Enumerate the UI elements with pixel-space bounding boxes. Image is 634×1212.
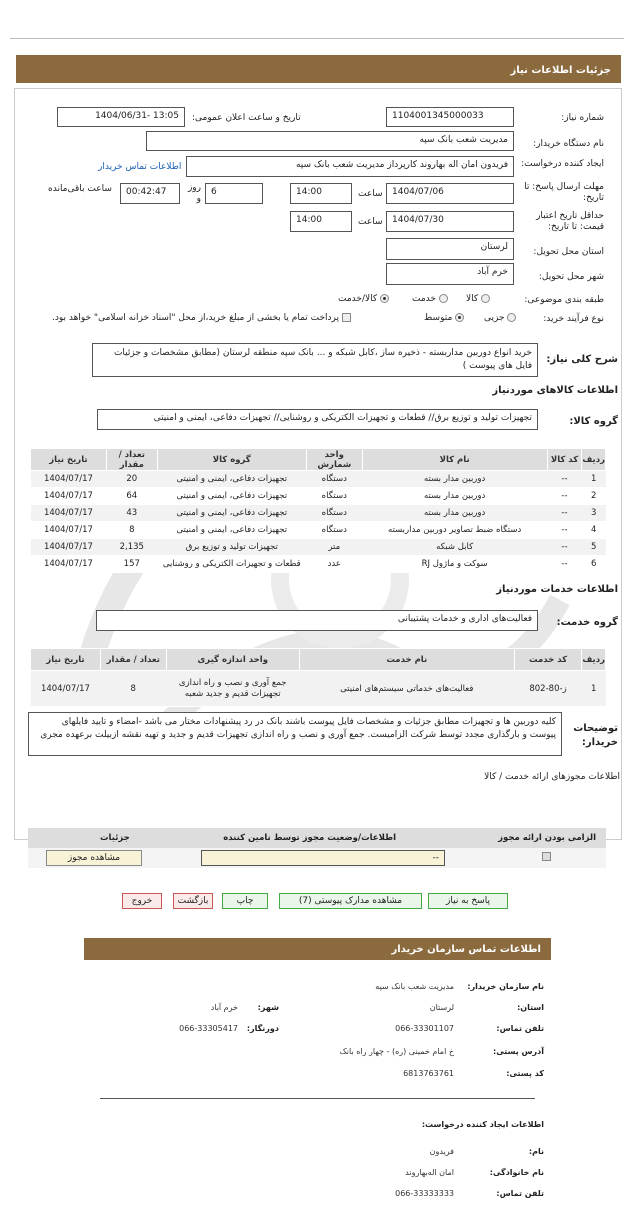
announce-label: تاریخ و ساعت اعلان عمومی:	[192, 113, 301, 123]
back-button[interactable]: بازگشت	[173, 893, 213, 909]
fax-label: دورنگار:	[246, 1024, 279, 1033]
org-value: مدیریت شعب بانک سپه	[375, 982, 454, 991]
col-group: گروه کالا	[157, 449, 306, 471]
city-label: شهر محل تحویل:	[538, 272, 604, 282]
permits-col-details: جزئیات	[100, 833, 130, 843]
table-row: 1 ز-80-802 فعالیت‌های خدماتی سیستم‌های امنیتی جمع آوری و نصب و راه اندازی تجهیزات قدیم و جدید شعبه 8 1404/07/17	[31, 671, 606, 707]
table-row: 3 -- دوربین مدار بسته دستگاه تجهیزات دفاعی، ایمنی و امنیتی 43 1404/07/17	[31, 505, 606, 522]
address-label: آدرس پستی:	[493, 1047, 544, 1056]
col-row: ردیف	[582, 649, 606, 671]
table-row: 6 -- سوکت و ماژول RJ عدد قطعات و تجهیزات الکتریکی و روشنایی 157 1404/07/17	[31, 556, 606, 573]
province-contact-value: لرستان	[429, 1003, 454, 1012]
creator-phone-label: تلفن تماس:	[496, 1189, 544, 1198]
permits-title: اطلاعات مجوزهای ارائه خدمت / کالا	[484, 772, 620, 782]
deadline-time-label: ساعت	[358, 189, 383, 199]
category-label: طبقه بندی موضوعی:	[524, 295, 604, 305]
city-field: خرم آباد	[386, 263, 514, 285]
buyer-field: مدیریت شعب بانک سپه	[146, 131, 514, 151]
phone-value: 066-33301107	[395, 1024, 454, 1033]
postal-value: 6813763761	[403, 1069, 454, 1078]
col-date: تاریخ نیاز	[31, 649, 101, 671]
goods-group-field: تجهیزات تولید و توزیع برق// قطعات و تجهیزات الکتریکی و روشنایی// تجهیزات دفاعی، ایمنی و امنیتی	[97, 409, 538, 430]
notes-field: کلیه دوربین ها و تجهیزات مطابق جزئیات و مشخصات فایل پیوست باشند بانک در رد پیشنهادات مختار می باشد -امضاء و تایید فایلهای پیوست و بارگذاری مجدد توسط شرکت الزامیست. جمع آوری و نصب و راه اندازی تجهیزات قدیم و جدید و تهیه نقشه ازبیلت برعهده مجری	[28, 712, 562, 756]
table-row: 2 -- دوربین مدار بسته دستگاه تجهیزات دفاعی، ایمنی و امنیتی 64 1404/07/17	[31, 488, 606, 505]
creator-field: فریدون امان اله بهاروند کارپرداز مدیریت شعب بانک سپه	[186, 156, 514, 177]
deadline-label: مهلت ارسال پاسخ: تا تاریخ:	[524, 182, 604, 203]
category-option-service[interactable]: خدمت	[412, 294, 448, 304]
checkbox-icon	[342, 313, 351, 322]
col-service-code: کد خدمت	[514, 649, 582, 671]
col-unit: واحد شمارش	[306, 449, 362, 471]
category-option-both[interactable]: کالا/خدمت	[338, 294, 389, 304]
category-option-goods[interactable]: کالا	[466, 294, 490, 304]
province-field: لرستان	[386, 238, 514, 260]
summary-field: خرید انواع دوربین مداربسته - ذخیره ساز ،کابل شبکه و ... بانک سپه منطقه لرستان (مطابق مشخصات و جزئیات فایل های پیوست )	[92, 343, 538, 377]
col-measure-unit: واحد اندازه گیری	[166, 649, 299, 671]
print-button[interactable]: چاپ	[222, 893, 268, 909]
process-label: نوع فرآیند خرید:	[543, 314, 604, 324]
col-name: نام کالا	[362, 449, 547, 471]
services-table	[30, 648, 606, 707]
radio-icon	[439, 294, 448, 303]
process-option-medium[interactable]: متوسط	[424, 313, 464, 323]
goods-group-label: گروه کالا:	[569, 416, 618, 427]
page-title: جزئیات اطلاعات نیاز	[510, 65, 611, 76]
need-number-label: شماره نیاز:	[561, 113, 604, 123]
page-header	[16, 55, 621, 83]
city-contact-value: خرم آباد	[210, 1003, 238, 1012]
exit-button[interactable]: خروج	[122, 893, 162, 909]
table-row: 5 -- کابل شبکه متر تجهیزات تولید و توزیع برق 2,135 1404/07/17	[31, 539, 606, 556]
address-value: خ امام خمینی (ره) - چهار راه بانک	[339, 1047, 454, 1056]
creator-family-label: نام خانوادگی:	[489, 1168, 544, 1177]
fax-value: 066-33305417	[179, 1024, 238, 1033]
buyer-contact-link[interactable]: اطلاعات تماس خریدار	[98, 162, 182, 172]
view-permit-button[interactable]: مشاهده مجوز	[46, 850, 142, 866]
services-group-field: فعالیت‌های اداری و خدمات پشتیبانی	[96, 610, 538, 631]
contact-header	[84, 938, 551, 960]
contact-title: اطلاعات تماس سازمان خریدار	[391, 944, 541, 955]
table-row: 1 -- دوربین مدار بسته دستگاه تجهیزات دفاعی، ایمنی و امنیتی 20 1404/07/17	[31, 471, 606, 488]
city-contact-label: شهر:	[257, 1003, 279, 1012]
days-label: روز و	[187, 183, 201, 204]
province-contact-label: استان:	[517, 1003, 544, 1012]
postal-label: کد پستی:	[506, 1069, 544, 1078]
phone-label: تلفن تماس:	[496, 1024, 544, 1033]
creator-family-value: امان اله‌بهاروند	[405, 1168, 454, 1177]
creator-name-label: نام:	[528, 1147, 544, 1156]
validity-time-field: 14:00	[290, 211, 352, 232]
permits-col-status: اطلاعات/وضعیت مجوز توسط نامین کننده	[223, 833, 396, 843]
services-section-title: اطلاعات خدمات موردنیاز	[496, 584, 618, 595]
checkbox-checked-icon	[542, 852, 551, 861]
col-row: ردیف	[582, 449, 606, 471]
remaining-label: ساعت باقی‌مانده	[48, 184, 112, 194]
org-label: نام سازمان خریدار:	[467, 982, 544, 991]
table-row: 4 -- دستگاه ضبط تصاویر دوربین مداربسته دستگاه تجهیزات دفاعی، ایمنی و امنیتی 8 1404/07/17	[31, 522, 606, 539]
col-code: کد کالا	[547, 449, 582, 471]
announce-field: 1404/06/31- 13:05	[57, 107, 185, 127]
creator-phone-value: 066-33333333	[395, 1189, 454, 1198]
col-service-name: نام خدمت	[299, 649, 514, 671]
creator-name-value: فریدون	[429, 1147, 454, 1156]
attachments-button[interactable]: مشاهده مدارک پیوستی (7)	[279, 893, 422, 909]
creator-label: ایجاد کننده درخواست:	[521, 159, 604, 169]
goods-table-header	[31, 449, 606, 471]
remaining-time-field: 00:42:47	[120, 183, 180, 204]
radio-selected-icon	[455, 313, 464, 322]
process-option-minor[interactable]: جزیی	[484, 313, 516, 323]
days-field: 6	[205, 183, 263, 204]
permits-col-required: الزامی بودن ارائه مجوز	[498, 833, 596, 843]
goods-table	[30, 448, 606, 573]
goods-section-title: اطلاعات کالاهای موردنیاز	[492, 385, 618, 396]
col-date: تاریخ نیاز	[31, 449, 107, 471]
creator-info-title: اطلاعات ایجاد کننده درخواست:	[421, 1120, 544, 1129]
permit-status-field: --	[201, 850, 445, 866]
services-group-label: گروه خدمت:	[556, 617, 618, 628]
deadline-time-field: 14:00	[290, 183, 352, 204]
summary-label: شرح کلی نیاز:	[546, 354, 618, 365]
contact-divider	[100, 1098, 535, 1099]
permit-required-checkbox	[542, 852, 551, 862]
col-qty: تعداد / مقدار	[106, 449, 157, 471]
services-table-header	[31, 649, 606, 671]
buyer-label: نام دستگاه خریدار:	[533, 139, 604, 149]
radio-icon	[481, 294, 490, 303]
top-divider	[10, 38, 624, 39]
reply-button[interactable]: پاسخ به نیاز	[428, 893, 508, 909]
need-number-field: 1104001345000033	[386, 107, 514, 127]
payment-treasury-checkbox[interactable]: پرداخت تمام یا بخشی از مبلغ خرید،از محل "اسناد خزانه اسلامی" خواهد بود.	[52, 313, 351, 323]
deadline-date-field: 1404/07/06	[386, 183, 514, 204]
validity-date-field: 1404/07/30	[386, 211, 514, 232]
radio-selected-icon	[380, 294, 389, 303]
radio-icon	[507, 313, 516, 322]
col-qty: تعداد / مقدار	[100, 649, 166, 671]
validity-time-label: ساعت	[358, 217, 383, 227]
permits-header	[28, 828, 606, 848]
province-label: استان محل تحویل:	[533, 247, 604, 257]
notes-label: توضیحات خریدار:	[573, 723, 618, 748]
validity-label: حداقل تاریخ اعتبار قیمت: تا تاریخ:	[536, 211, 604, 232]
